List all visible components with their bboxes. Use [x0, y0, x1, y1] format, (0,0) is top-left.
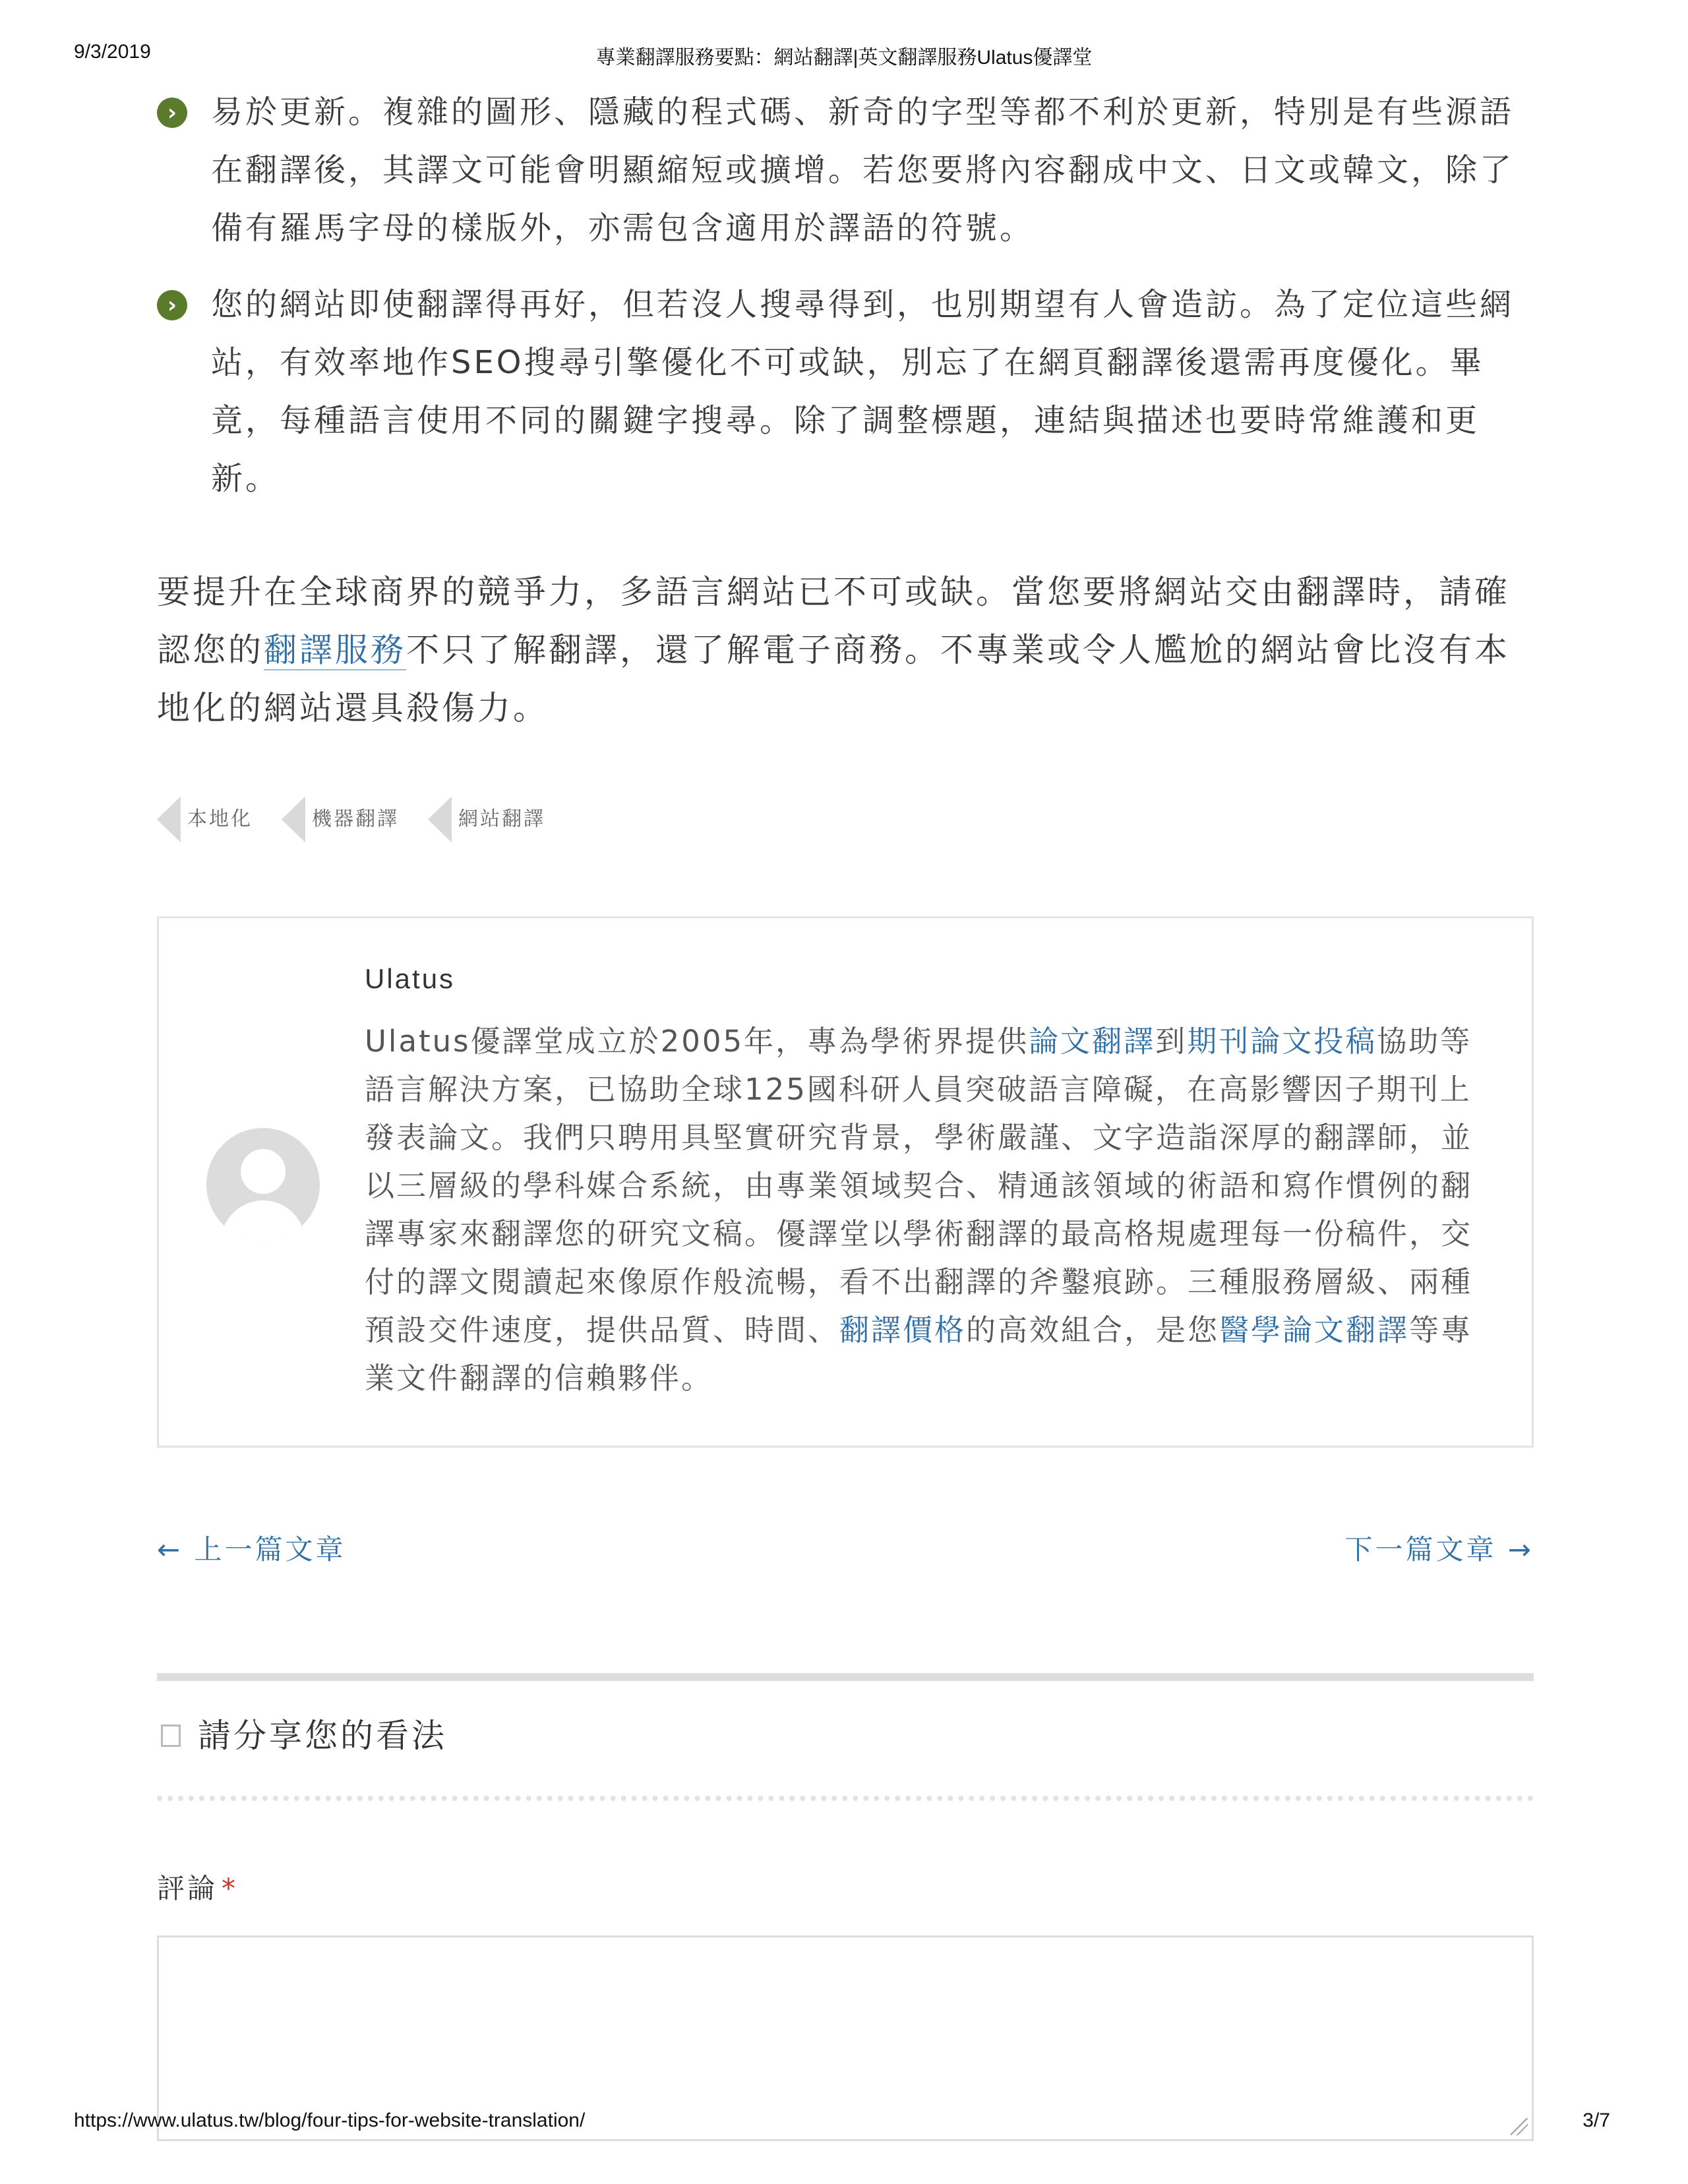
- paragraph-text: 不只了解翻譯，還了解電子商務。不專業或令人尷尬的網站會比沒有本地化的網站還具殺傷力。: [157, 631, 1510, 727]
- comment-icon: [161, 1725, 181, 1747]
- tag-list: [157, 796, 1534, 842]
- author-box: [157, 916, 1534, 1448]
- author-bio: Ulatus優譯堂成立於2005年，專為學術界提供論文翻譯到期刊論文投稿協助等語言解決方案，已協助全球125國科研人員突破語言障礙，在高影響因子期刊上發表論文。我們只聘用具堅實研究背景，學術嚴謹、文字造詣深厚的翻譯師，並以三層級的學科媒合系統，由專業領域契合、精通該領域的術語和寫作慣例的翻譯專家來翻譯您的研究文稿。優譯堂以學術翻譯的最高格規處理每一份稿件，交付的譯文閱讀起來像原作般流暢，看不出翻譯的斧鑿痕跡。三種服務層級、兩種預設交件速度，提供品質、時間、翻譯價格的高效組合，是您醫學論文翻譯等專業文件翻譯的信賴夥伴。: [365, 1024, 1473, 1396]
- list-item: [157, 276, 1534, 508]
- user-silhouette-icon: [241, 1149, 286, 1194]
- print-header-date: 9/3/2019: [74, 41, 151, 63]
- tag-icon: [282, 796, 305, 842]
- resize-handle-icon[interactable]: [1511, 2118, 1528, 2135]
- previous-post-link[interactable]: ← 上一篇文章: [157, 1533, 346, 1566]
- required-mark: *: [222, 1872, 239, 1904]
- section-divider: [157, 1673, 1534, 1681]
- medical-translation-link[interactable]: 醫學論文翻譯: [1219, 1313, 1410, 1347]
- paragraph-text: 要提升在全球商界的競爭力，多語言網站已不可或缺。當您要將網站交由翻譯時，請確認您的: [157, 573, 1510, 669]
- article-content: [157, 83, 1534, 2141]
- closing-paragraph: [157, 563, 1534, 737]
- tag-label: 本地化: [187, 808, 253, 831]
- tag-label: 機器翻譯: [312, 808, 399, 831]
- comment-heading-text: 請分享您的看法: [198, 1717, 447, 1755]
- journal-submission-link[interactable]: 期刊論文投稿: [1187, 1024, 1377, 1059]
- tag-link[interactable]: [282, 796, 399, 842]
- tag-icon: [428, 796, 452, 842]
- translation-service-link[interactable]: 翻譯服務: [264, 631, 406, 669]
- thesis-translation-link[interactable]: 論文翻譯: [1029, 1024, 1156, 1059]
- tag-link[interactable]: [428, 796, 545, 842]
- tag-icon: [157, 796, 181, 842]
- author-name: Ulatus: [365, 963, 456, 994]
- tag-label: 網站翻譯: [458, 808, 545, 831]
- post-navigation: [157, 1528, 1534, 1568]
- print-header-title: 專業翻譯服務要點：網站翻譯|英文翻譯服務Ulatus優譯堂: [595, 47, 1093, 69]
- next-post-link[interactable]: 下一篇文章 →: [1344, 1533, 1534, 1566]
- print-footer-url: https://www.ulatus.tw/blog/four-tips-for-website-translation/: [74, 2110, 586, 2131]
- list-item: [157, 83, 1534, 257]
- print-footer-page-number: 3/7: [1582, 2110, 1610, 2131]
- chevron-right-icon: ›: [157, 290, 187, 320]
- list-item-text: 易於更新。複雜的圖形、隱藏的程式碼、新奇的字型等都不利於更新，特別是有些源語在翻譯後，其譯文可能會明顯縮短或擴增。若您要將內容翻成中文、日文或韓文，除了備有羅馬字母的樣版外，亦需包含適用於譯語的符號。: [211, 94, 1515, 247]
- comment-label: 評論 *: [157, 1872, 239, 1904]
- avatar: [206, 1128, 320, 1241]
- dotted-divider: [157, 1796, 1534, 1801]
- comment-section-title: [157, 1711, 1534, 1760]
- list-item-text: 您的網站即使翻譯得再好，但若沒人搜尋得到，也別期望有人會造訪。為了定位這些網站，有效率地作SEO搜尋引擎優化不可或缺，別忘了在網頁翻譯後還需再度優化。畢竟，每種語言使用不同的關鍵字搜尋。除了調整標題，連結與描述也要時常維護和更新。: [211, 286, 1515, 497]
- translation-price-link[interactable]: 翻譯價格: [839, 1313, 967, 1347]
- tag-link[interactable]: [157, 796, 253, 842]
- chevron-right-icon: ›: [157, 98, 187, 128]
